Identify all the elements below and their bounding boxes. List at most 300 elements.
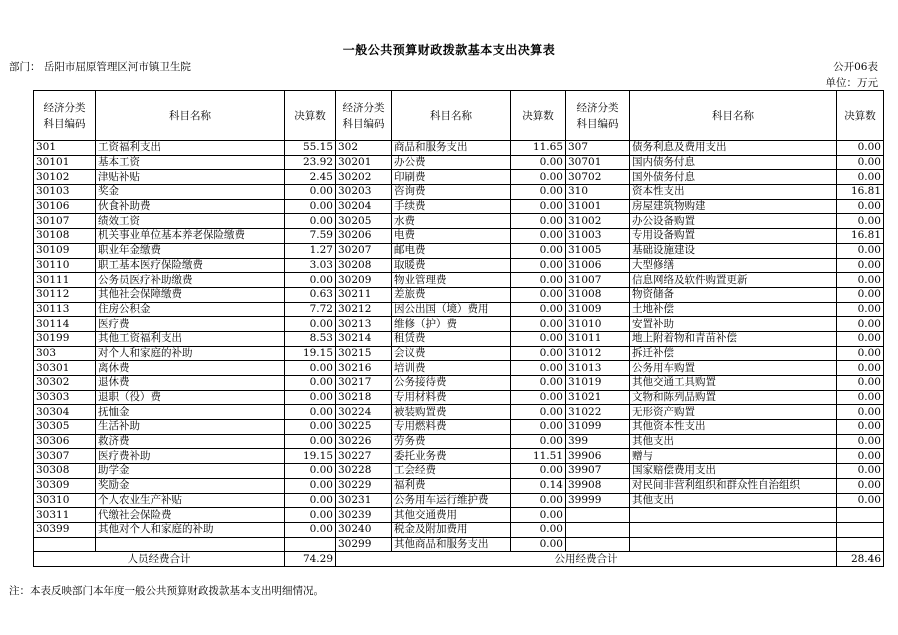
cell-code: 30307 (34, 449, 96, 464)
cell-name: 水费 (392, 214, 511, 229)
cell-name: 其他支出 (630, 493, 837, 508)
cell-code: 30113 (34, 302, 96, 317)
table-row (34, 258, 884, 273)
cell-name (630, 508, 837, 523)
cell-name: 专用材料费 (392, 390, 511, 405)
cell-amount: 0.00 (837, 464, 884, 479)
cell-name: 助学金 (96, 464, 285, 479)
cell-amount: 0.00 (285, 361, 336, 376)
cell-amount: 0.00 (511, 537, 566, 552)
cell-amount: 0.00 (285, 214, 336, 229)
cell-name: 国内债务付息 (630, 155, 837, 170)
cell-code (566, 537, 630, 552)
cell-amount: 0.00 (285, 390, 336, 405)
cell-code: 30114 (34, 317, 96, 332)
cell-code: 30226 (336, 434, 392, 449)
table-row (34, 493, 884, 508)
header-code-text: 经济分类 (342, 101, 385, 114)
cell-amount: 16.81 (837, 185, 884, 200)
cell-amount: 0.00 (511, 493, 566, 508)
cell-amount: 11.51 (511, 449, 566, 464)
cell-name: 租赁费 (392, 331, 511, 346)
cell-name: 因公出国（境）费用 (392, 302, 511, 317)
cell-amount: 0.00 (511, 273, 566, 288)
cell-code: 30306 (34, 434, 96, 449)
cell-name: 医疗费补助 (96, 449, 285, 464)
table-row (34, 361, 884, 376)
cell-amount: 16.81 (837, 229, 884, 244)
cell-amount: 0.00 (837, 449, 884, 464)
cell-amount: 2.45 (285, 170, 336, 185)
table-row (34, 273, 884, 288)
form-number: 公开06表 (833, 61, 878, 73)
cell-code: 30310 (34, 493, 96, 508)
table-row (34, 346, 884, 361)
cell-name: 其他对个人和家庭的补助 (96, 522, 285, 537)
table-row (34, 229, 884, 244)
cell-amount: 0.00 (511, 185, 566, 200)
public-total-value: 28.46 (837, 552, 884, 567)
cell-name: 公务用车购置 (630, 361, 837, 376)
cell-code: 30111 (34, 273, 96, 288)
cell-code: 30399 (34, 522, 96, 537)
header-code-text: 科目编码 (43, 117, 86, 130)
cell-amount: 0.00 (837, 346, 884, 361)
cell-name: 劳务费 (392, 434, 511, 449)
cell-name: 公务用车运行维护费 (392, 493, 511, 508)
table-row (34, 243, 884, 258)
cell-code: 30301 (34, 361, 96, 376)
cell-name: 物业管理费 (392, 273, 511, 288)
header-code-text: 经济分类 (576, 101, 619, 114)
cell-code: 31008 (566, 287, 630, 302)
cell-code: 39999 (566, 493, 630, 508)
cell-amount: 7.72 (285, 302, 336, 317)
cell-name: 基础设施建设 (630, 243, 837, 258)
cell-amount: 0.00 (837, 390, 884, 405)
cell-name: 工资福利支出 (96, 141, 285, 156)
personnel-total-label: 人员经费合计 (34, 552, 285, 567)
cell-code: 30107 (34, 214, 96, 229)
cell-code: 30299 (336, 537, 392, 552)
cell-amount: 0.00 (837, 199, 884, 214)
header-amount-2: 决算数 (511, 91, 566, 141)
cell-name: 文物和陈列品购置 (630, 390, 837, 405)
cell-code: 30216 (336, 361, 392, 376)
cell-code: 30206 (336, 229, 392, 244)
cell-name: 税金及附加费用 (392, 522, 511, 537)
page-title: 一般公共预算财政拨款基本支出决算表 (342, 43, 556, 57)
cell-code: 307 (566, 141, 630, 156)
cell-name: 维修（护）费 (392, 317, 511, 332)
cell-amount: 0.00 (285, 478, 336, 493)
header-code-text: 科目编码 (342, 117, 385, 130)
cell-amount: 0.00 (837, 258, 884, 273)
table-row (34, 434, 884, 449)
cell-name: 其他资本性支出 (630, 420, 837, 435)
cell-amount: 0.00 (285, 420, 336, 435)
cell-name: 医疗费 (96, 317, 285, 332)
header-code-text: 科目编码 (576, 117, 619, 130)
cell-code: 30701 (566, 155, 630, 170)
cell-name: 生活补助 (96, 420, 285, 435)
cell-amount: 0.00 (837, 273, 884, 288)
cell-code: 30311 (34, 508, 96, 523)
cell-amount: 0.00 (837, 317, 884, 332)
cell-code: 30208 (336, 258, 392, 273)
table-row (34, 464, 884, 479)
cell-code: 30228 (336, 464, 392, 479)
cell-code: 31011 (566, 331, 630, 346)
cell-code: 301 (34, 141, 96, 156)
cell-name: 其他工资福利支出 (96, 331, 285, 346)
cell-code: 310 (566, 185, 630, 200)
cell-amount: 1.27 (285, 243, 336, 258)
table-row (34, 155, 884, 170)
cell-amount: 0.00 (511, 376, 566, 391)
cell-code (34, 537, 96, 552)
cell-amount (285, 537, 336, 552)
cell-name: 邮电费 (392, 243, 511, 258)
expenditure-table (33, 90, 884, 567)
cell-name: 印刷费 (392, 170, 511, 185)
cell-name: 地上附着物和青苗补偿 (630, 331, 837, 346)
cell-code: 39908 (566, 478, 630, 493)
cell-name: 津贴补贴 (96, 170, 285, 185)
cell-amount: 19.15 (285, 346, 336, 361)
cell-amount: 55.15 (285, 141, 336, 156)
cell-code: 30103 (34, 185, 96, 200)
cell-code: 30225 (336, 420, 392, 435)
cell-amount: 0.00 (837, 478, 884, 493)
cell-amount: 0.00 (511, 390, 566, 405)
header-code-2 (336, 91, 392, 141)
cell-amount: 0.00 (511, 170, 566, 185)
cell-name: 对民间非营利组织和群众性自治组织 (630, 478, 837, 493)
header-code-3 (566, 91, 630, 141)
cell-amount: 0.00 (837, 243, 884, 258)
cell-amount: 19.15 (285, 449, 336, 464)
cell-name: 差旅费 (392, 287, 511, 302)
header-name-3: 科目名称 (630, 91, 837, 141)
cell-name: 土地补偿 (630, 302, 837, 317)
cell-code: 30304 (34, 405, 96, 420)
cell-amount: 0.00 (511, 508, 566, 523)
cell-name: 其他交通工具购置 (630, 376, 837, 391)
cell-amount: 0.63 (285, 287, 336, 302)
table-row (34, 141, 884, 156)
cell-name: 对个人和家庭的补助 (96, 346, 285, 361)
cell-amount: 0.00 (511, 317, 566, 332)
cell-amount: 0.00 (511, 214, 566, 229)
header-name-1: 科目名称 (96, 91, 285, 141)
cell-amount: 0.00 (285, 273, 336, 288)
cell-amount: 0.00 (837, 170, 884, 185)
cell-code: 30211 (336, 287, 392, 302)
cell-code: 31013 (566, 361, 630, 376)
cell-amount: 0.00 (285, 405, 336, 420)
table-row (34, 420, 884, 435)
cell-name: 赠与 (630, 449, 837, 464)
cell-code: 30112 (34, 287, 96, 302)
cell-name: 无形资产购置 (630, 405, 837, 420)
cell-amount: 0.00 (285, 199, 336, 214)
cell-name (630, 522, 837, 537)
header-code-text: 经济分类 (43, 101, 86, 114)
cell-amount: 0.00 (285, 493, 336, 508)
header-name-2: 科目名称 (392, 91, 511, 141)
cell-name: 电费 (392, 229, 511, 244)
cell-amount (837, 537, 884, 552)
table-row (34, 390, 884, 405)
cell-name: 其他支出 (630, 434, 837, 449)
cell-amount: 0.00 (837, 141, 884, 156)
cell-amount: 0.00 (285, 185, 336, 200)
cell-code: 30204 (336, 199, 392, 214)
cell-name: 国外债务付息 (630, 170, 837, 185)
cell-amount: 8.53 (285, 331, 336, 346)
public-total-label: 公用经费合计 (336, 552, 837, 567)
cell-name: 商品和服务支出 (392, 141, 511, 156)
cell-amount: 0.00 (511, 434, 566, 449)
cell-name: 专用设备购置 (630, 229, 837, 244)
table-row (34, 537, 884, 552)
cell-code: 30106 (34, 199, 96, 214)
cell-code: 30213 (336, 317, 392, 332)
table-row (34, 287, 884, 302)
table-row (34, 508, 884, 523)
cell-code (566, 522, 630, 537)
cell-code: 30231 (336, 493, 392, 508)
cell-code: 30215 (336, 346, 392, 361)
cell-name: 奖励金 (96, 478, 285, 493)
cell-amount: 0.00 (511, 229, 566, 244)
cell-code: 30308 (34, 464, 96, 479)
cell-amount: 11.65 (511, 141, 566, 156)
unit-label: 单位：万元 (825, 77, 878, 89)
cell-name: 会议费 (392, 346, 511, 361)
cell-code: 30305 (34, 420, 96, 435)
cell-amount: 0.00 (837, 331, 884, 346)
cell-name: 住房公积金 (96, 302, 285, 317)
cell-amount: 0.00 (511, 258, 566, 273)
cell-code: 31006 (566, 258, 630, 273)
cell-name (630, 537, 837, 552)
cell-name: 公务接待费 (392, 376, 511, 391)
cell-name: 奖金 (96, 185, 285, 200)
cell-code: 30217 (336, 376, 392, 391)
cell-name: 其他社会保障缴费 (96, 287, 285, 302)
cell-name: 取暖费 (392, 258, 511, 273)
cell-amount: 0.00 (511, 199, 566, 214)
cell-code: 30229 (336, 478, 392, 493)
cell-amount: 0.00 (511, 522, 566, 537)
cell-code: 30110 (34, 258, 96, 273)
table-row (34, 214, 884, 229)
header-amount-3: 决算数 (837, 91, 884, 141)
cell-amount: 0.00 (837, 361, 884, 376)
cell-code: 30212 (336, 302, 392, 317)
cell-name: 职业年金缴费 (96, 243, 285, 258)
cell-name: 资本性支出 (630, 185, 837, 200)
cell-name: 培训费 (392, 361, 511, 376)
cell-code: 31003 (566, 229, 630, 244)
cell-code: 31010 (566, 317, 630, 332)
cell-name: 个人农业生产补贴 (96, 493, 285, 508)
table-row (34, 302, 884, 317)
cell-name: 信息网络及软件购置更新 (630, 273, 837, 288)
cell-code: 39907 (566, 464, 630, 479)
cell-code: 30102 (34, 170, 96, 185)
table-note: 注：本表反映部门本年度一般公共预算财政拨款基本支出明细情况。 (9, 585, 324, 597)
cell-code (566, 508, 630, 523)
cell-amount: 0.00 (511, 331, 566, 346)
cell-amount: 0.00 (285, 522, 336, 537)
cell-code: 303 (34, 346, 96, 361)
cell-code: 30209 (336, 273, 392, 288)
cell-amount: 0.00 (511, 155, 566, 170)
cell-name: 大型修缮 (630, 258, 837, 273)
cell-code: 30214 (336, 331, 392, 346)
cell-amount: 0.00 (511, 420, 566, 435)
table-row (34, 185, 884, 200)
table-row (34, 478, 884, 493)
cell-amount: 0.00 (837, 493, 884, 508)
cell-amount: 0.00 (285, 317, 336, 332)
cell-amount: 0.00 (285, 434, 336, 449)
cell-name: 机关事业单位基本养老保险缴费 (96, 229, 285, 244)
cell-name: 债务利息及费用支出 (630, 141, 837, 156)
table-row (34, 449, 884, 464)
personnel-total-value: 74.29 (285, 552, 336, 567)
table-row (34, 405, 884, 420)
cell-code: 31009 (566, 302, 630, 317)
cell-code: 31099 (566, 420, 630, 435)
cell-code: 30227 (336, 449, 392, 464)
cell-code: 30108 (34, 229, 96, 244)
table-row (34, 376, 884, 391)
cell-name: 工会经费 (392, 464, 511, 479)
cell-name: 手续费 (392, 199, 511, 214)
cell-code: 31019 (566, 376, 630, 391)
cell-name: 救济费 (96, 434, 285, 449)
cell-name: 物资储备 (630, 287, 837, 302)
cell-amount: 0.00 (511, 405, 566, 420)
cell-amount: 0.00 (837, 287, 884, 302)
cell-amount: 0.00 (511, 346, 566, 361)
cell-amount: 0.00 (511, 287, 566, 302)
cell-code: 31012 (566, 346, 630, 361)
cell-amount: 0.00 (511, 302, 566, 317)
cell-name: 离休费 (96, 361, 285, 376)
cell-name: 公务员医疗补助缴费 (96, 273, 285, 288)
cell-amount: 0.00 (837, 302, 884, 317)
cell-code: 30199 (34, 331, 96, 346)
cell-code: 31005 (566, 243, 630, 258)
department-label: 部门： 岳阳市屈原管理区河市镇卫生院 (9, 61, 191, 73)
cell-code: 30109 (34, 243, 96, 258)
cell-code: 30205 (336, 214, 392, 229)
cell-code: 31021 (566, 390, 630, 405)
cell-amount (837, 522, 884, 537)
cell-amount: 3.03 (285, 258, 336, 273)
table-row (34, 522, 884, 537)
cell-name: 退休费 (96, 376, 285, 391)
table-row (34, 317, 884, 332)
cell-code: 30240 (336, 522, 392, 537)
cell-amount: 0.00 (511, 243, 566, 258)
cell-amount: 23.92 (285, 155, 336, 170)
cell-name: 办公费 (392, 155, 511, 170)
table-row (34, 331, 884, 346)
cell-name: 拆迁补偿 (630, 346, 837, 361)
cell-code: 30303 (34, 390, 96, 405)
cell-name: 委托业务费 (392, 449, 511, 464)
cell-code: 30309 (34, 478, 96, 493)
table-row (34, 199, 884, 214)
cell-name: 抚恤金 (96, 405, 285, 420)
cell-code: 30201 (336, 155, 392, 170)
cell-name: 安置补助 (630, 317, 837, 332)
cell-amount: 0.14 (511, 478, 566, 493)
cell-code: 31022 (566, 405, 630, 420)
cell-name: 基本工资 (96, 155, 285, 170)
cell-code: 30302 (34, 376, 96, 391)
cell-amount: 0.00 (285, 376, 336, 391)
cell-code: 30202 (336, 170, 392, 185)
cell-amount: 0.00 (285, 508, 336, 523)
cell-name: 国家赔偿费用支出 (630, 464, 837, 479)
cell-code: 30224 (336, 405, 392, 420)
cell-name: 代缴社会保险费 (96, 508, 285, 523)
cell-name: 专用燃料费 (392, 420, 511, 435)
cell-name: 福利费 (392, 478, 511, 493)
totals-row (34, 552, 884, 567)
cell-amount: 0.00 (837, 376, 884, 391)
cell-code: 30101 (34, 155, 96, 170)
cell-code: 31007 (566, 273, 630, 288)
cell-code: 31001 (566, 199, 630, 214)
table-row (34, 170, 884, 185)
cell-amount: 0.00 (285, 464, 336, 479)
cell-code: 30207 (336, 243, 392, 258)
cell-amount: 0.00 (837, 155, 884, 170)
cell-name: 其他交通费用 (392, 508, 511, 523)
cell-name: 绩效工资 (96, 214, 285, 229)
cell-amount: 0.00 (837, 434, 884, 449)
cell-code: 30203 (336, 185, 392, 200)
header-code-1 (34, 91, 96, 141)
cell-code: 30239 (336, 508, 392, 523)
header-amount-1: 决算数 (285, 91, 336, 141)
cell-name: 房屋建筑物购建 (630, 199, 837, 214)
cell-name: 办公设备购置 (630, 214, 837, 229)
cell-name: 退职（役）费 (96, 390, 285, 405)
cell-name: 职工基本医疗保险缴费 (96, 258, 285, 273)
cell-amount (837, 508, 884, 523)
cell-code: 399 (566, 434, 630, 449)
cell-name: 伙食补助费 (96, 199, 285, 214)
cell-code: 30218 (336, 390, 392, 405)
cell-name (96, 537, 285, 552)
cell-name: 其他商品和服务支出 (392, 537, 511, 552)
cell-amount: 0.00 (511, 361, 566, 376)
cell-name: 被装购置费 (392, 405, 511, 420)
cell-code: 39906 (566, 449, 630, 464)
cell-amount: 0.00 (837, 420, 884, 435)
cell-amount: 0.00 (837, 405, 884, 420)
cell-amount: 0.00 (511, 464, 566, 479)
